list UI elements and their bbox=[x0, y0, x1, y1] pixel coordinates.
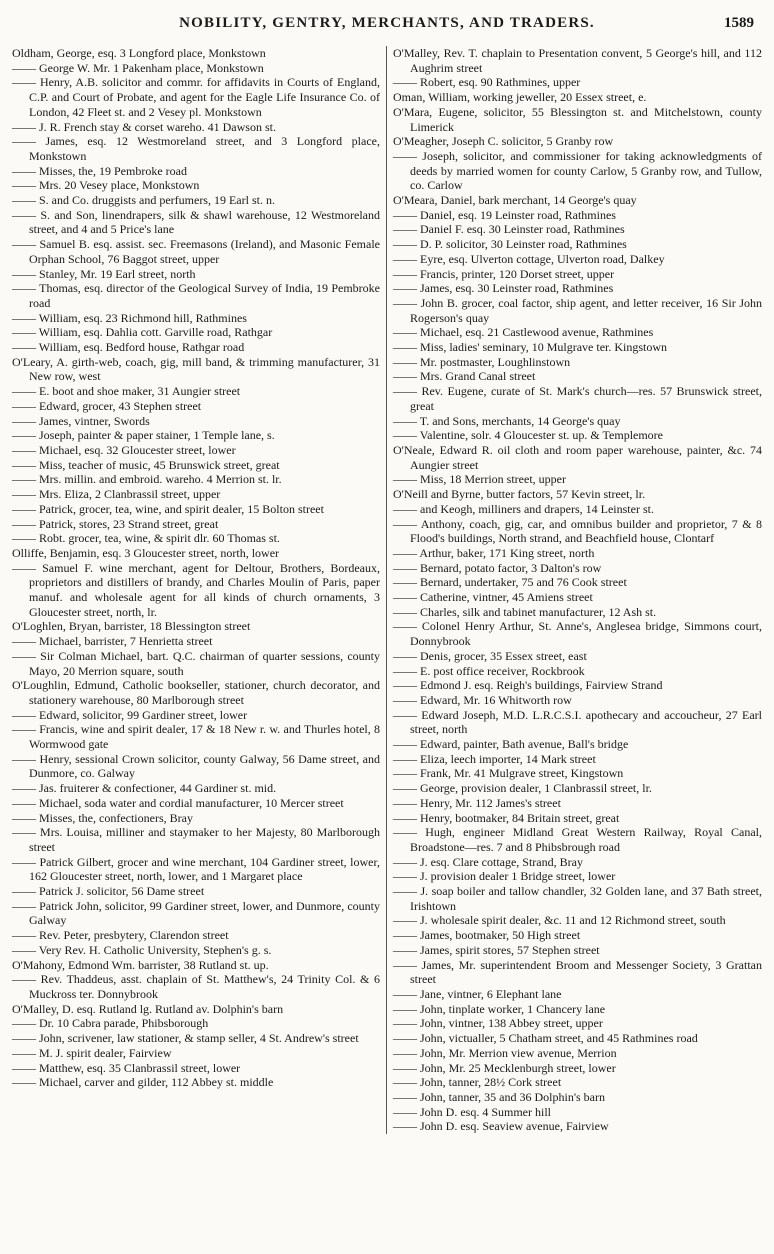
directory-entry: —— James, bootmaker, 50 High street bbox=[393, 928, 581, 943]
directory-entry: O'Leary, A. girth-web, coach, gig, mill band, & trimming manufacturer, 31 New row, west bbox=[12, 354, 380, 384]
directory-entry: —— Edward Joseph, M.D. L.R.C.S.I. apothecary and accoucheur, 27 Earl street, north bbox=[393, 707, 762, 737]
directory-entry: —— Samuel B. esq. assist. sec. Freemasons (Ireland), and Masonic Female Orphan School, 76 Baggot street, upper bbox=[12, 237, 380, 266]
directory-entry: —— John, vintner, 138 Abbey street, upper bbox=[393, 1016, 603, 1031]
directory-entry: —— Stanley, Mr. 19 Earl street, north bbox=[12, 266, 196, 281]
directory-entry: —— John, Mr. Merrion view avenue, Merrion bbox=[393, 1045, 617, 1060]
directory-entry: —— Misses, the, confectioners, Bray bbox=[12, 810, 193, 825]
directory-entry: —— Francis, wine and spirit dealer, 17 & 18 New r. w. and Thurles hotel, 8 Wormwood gate bbox=[12, 722, 380, 752]
directory-entry: O'Loghlen, Bryan, barrister, 18 Blessington street bbox=[12, 619, 251, 634]
directory-entry: —— Rev. Peter, presbytery, Clarendon street bbox=[12, 928, 229, 943]
directory-entry: —— Joseph, painter & paper stainer, 1 Temple lane, s. bbox=[12, 428, 275, 443]
page-header bbox=[12, 10, 762, 36]
directory-entry: —— J. R. French stay & corset wareho. 41 Dawson st. bbox=[12, 119, 276, 134]
directory-entry: —— Mrs. millin. and embroid. wareho. 4 Merrion st. lr. bbox=[12, 472, 282, 487]
directory-entry: —— J. esq. Clare cottage, Strand, Bray bbox=[393, 854, 583, 869]
directory-entry: —— S. and Son, linendrapers, silk & shawl warehouse, 12 Westmoreland street, and 4 and 5 Price's lane bbox=[12, 207, 380, 237]
directory-entry: —— Michael, esq. 21 Castlewood avenue, Rathmines bbox=[393, 325, 654, 340]
directory-entry: —— Catherine, vintner, 45 Amiens street bbox=[393, 590, 593, 605]
directory-entry: —— Charles, silk and tabinet manufacturer, 12 Ash st. bbox=[393, 604, 657, 619]
directory-entry: —— John D. esq. 4 Summer hill bbox=[393, 1104, 551, 1119]
directory-entry: Oldham, George, esq. 3 Longford place, Monkstown bbox=[12, 46, 266, 60]
directory-entry: —— Robert, esq. 90 Rathmines, upper bbox=[393, 75, 581, 90]
directory-entry: —— James, esq. 30 Leinster road, Rathmines bbox=[393, 281, 614, 296]
directory-entry: —— John, tanner, 28½ Cork street bbox=[393, 1075, 562, 1090]
directory-entry: —— Joseph, solicitor, and commissioner for taking acknowledgments of deeds by married women for county Carlow, 5 Granby row, and Tullow, co. Carlow bbox=[393, 148, 762, 193]
directory-entry: —— Henry, Mr. 112 James's street bbox=[393, 795, 561, 810]
directory-entry: —— Eliza, leech importer, 14 Mark street bbox=[393, 751, 596, 766]
directory-entry: —— D. P. solicitor, 30 Leinster road, Rathmines bbox=[393, 237, 627, 252]
directory-entry: —— Michael, esq. 32 Gloucester street, lower bbox=[12, 442, 236, 457]
directory-entry: O'Mara, Eugene, solicitor, 55 Blessington st. and Mitchelstown, county Limerick bbox=[393, 104, 762, 134]
directory-entry: —— Frank, Mr. 41 Mulgrave street, Kingstown bbox=[393, 766, 624, 781]
two-column-body bbox=[12, 46, 762, 1134]
directory-entry: O'Neill and Byrne, butter factors, 57 Kevin street, lr. bbox=[393, 487, 646, 502]
directory-entry: —— William, esq. 23 Richmond hill, Rathmines bbox=[12, 310, 247, 325]
directory-entry: O'Neale, Edward R. oil cloth and room paper warehouse, painter, &c. 74 Aungier street bbox=[393, 442, 762, 472]
directory-entry: —— Mr. postmaster, Loughlinstown bbox=[393, 354, 571, 369]
directory-entry: —— Matthew, esq. 35 Clanbrassil street, lower bbox=[12, 1060, 241, 1075]
directory-entry: —— Mrs. Grand Canal street bbox=[393, 369, 536, 384]
directory-entry: —— William, esq. Dahlia cott. Garville road, Rathgar bbox=[12, 325, 273, 340]
directory-entry: —— Patrick John, solicitor, 99 Gardiner street, lower, and Dunmore, county Galway bbox=[12, 898, 380, 928]
directory-entry: —— E. post office receiver, Rockbrook bbox=[393, 663, 585, 678]
directory-entry: —— Miss, 18 Merrion street, upper bbox=[393, 472, 566, 487]
directory-entry: —— Dr. 10 Cabra parade, Phibsborough bbox=[12, 1016, 209, 1031]
directory-entry: —— Thomas, esq. director of the Geological Survey of India, 19 Pembroke road bbox=[12, 281, 380, 310]
running-title: NOBILITY, GENTRY, MERCHANTS, AND TRADERS. bbox=[179, 15, 595, 31]
directory-entry: —— Anthony, coach, gig, car, and omnibus builder and proprietor, 7 & 8 Flood's buildings, North strand, and Beachfield house, Clontarf bbox=[393, 516, 762, 546]
directory-entry: —— J. soap boiler and tallow chandler, 32 Golden lane, and 37 Bath street, Irishtown bbox=[393, 884, 762, 913]
directory-entry: —— John, victualler, 5 Chatham street, and 45 Rathmines road bbox=[393, 1031, 698, 1046]
directory-entry: O'Loughlin, Edmund, Catholic bookseller, stationer, church decorator, and stationery warehouse, 80 Marlborough street bbox=[12, 678, 380, 707]
directory-entry: —— Mrs. 20 Vesey place, Monkstown bbox=[12, 178, 200, 193]
directory-entry: —— Henry, A.B. solicitor and commr. for affidavits in Courts of England, C.P. and Court of Probate, and agent for the Eagle Life Insurance Co. of London, 42 Fleet st. and 2 Vesey pl. Monkstown bbox=[12, 75, 380, 119]
directory-entry: —— Patrick, stores, 23 Strand street, great bbox=[12, 516, 219, 531]
directory-entry: —— Misses, the, 19 Pembroke road bbox=[12, 163, 187, 178]
directory-entry: —— Eyre, esq. Ulverton cottage, Ulverton road, Dalkey bbox=[393, 251, 665, 266]
directory-entry: —— Rev. Thaddeus, asst. chaplain of St. Matthew's, 24 Trinity Col. & 6 Muckross ter. Donnybrook bbox=[12, 972, 380, 1001]
directory-entry: —— Edward, solicitor, 99 Gardiner street, lower bbox=[12, 707, 248, 722]
directory-entry: O'Malley, Rev. T. chaplain to Presentation convent, 5 George's hill, and 112 Aughrim street bbox=[393, 46, 762, 75]
directory-entry: O'Meagher, Joseph C. solicitor, 5 Granby row bbox=[393, 134, 614, 149]
right-column bbox=[387, 46, 762, 1134]
directory-entry: —— John, Mr. 25 Mecklenburgh street, lower bbox=[393, 1060, 616, 1075]
directory-entry: —— J. wholesale spirit dealer, &c. 11 and 12 Richmond street, south bbox=[393, 913, 726, 928]
directory-entry: —— Sir Colman Michael, bart. Q.C. chairman of quarter sessions, county Mayo, 20 Merrion square, south bbox=[12, 648, 380, 678]
directory-entry: O'Mahony, Edmond Wm. barrister, 38 Rutland st. up. bbox=[12, 957, 269, 972]
directory-entry: O'Meara, Daniel, bark merchant, 14 George's quay bbox=[393, 193, 637, 208]
directory-entry: —— Daniel F. esq. 30 Leinster road, Rathmines bbox=[393, 222, 625, 237]
directory-entry: —— S. and Co. druggists and perfumers, 19 Earl st. n. bbox=[12, 193, 275, 208]
directory-entry: —— George, provision dealer, 1 Clanbrassil street, lr. bbox=[393, 781, 652, 796]
directory-entry: —— Bernard, undertaker, 75 and 76 Cook street bbox=[393, 575, 627, 590]
directory-entry: —— Patrick Gilbert, grocer and wine merchant, 104 Gardiner street, lower, 162 Gloucester street, north, lower, and 1 Margaret place bbox=[12, 854, 380, 884]
directory-entry: —— Patrick, grocer, tea, wine, and spirit dealer, 15 Bolton street bbox=[12, 501, 324, 516]
directory-entry: —— John, tanner, 35 and 36 Dolphin's barn bbox=[393, 1089, 605, 1104]
directory-entry: Olliffe, Benjamin, esq. 3 Gloucester street, north, lower bbox=[12, 545, 280, 560]
directory-entry: —— Samuel F. wine merchant, agent for Deltour, Brothers, Bordeaux, proprietors and distillers of brandy, and Charles Moulin of Paris, paper manuf. and wholesale agent for all kinds of church ornaments, 3 Gloucester street, north, lr. bbox=[12, 560, 380, 619]
directory-entry: O'Malley, D. esq. Rutland lg. Rutland av. Dolphin's barn bbox=[12, 1001, 284, 1016]
directory-entry: —— Edward, Mr. 16 Whitworth row bbox=[393, 692, 572, 707]
left-column bbox=[12, 46, 387, 1134]
page-number: 1589 bbox=[724, 15, 754, 31]
directory-entry: —— Michael, carver and gilder, 112 Abbey st. middle bbox=[12, 1075, 274, 1090]
directory-entry: —— William, esq. Bedford house, Rathgar road bbox=[12, 340, 245, 355]
directory-entry: —— Henry, bootmaker, 84 Britain street, great bbox=[393, 810, 620, 825]
directory-entry: —— J. provision dealer 1 Bridge street, lower bbox=[393, 869, 616, 884]
directory-entry: —— Rev. Eugene, curate of St. Mark's church—res. 57 Brunswick street, great bbox=[393, 384, 762, 413]
directory-entry: —— Daniel, esq. 19 Leinster road, Rathmines bbox=[393, 207, 616, 222]
directory-entry: —— Jas. fruiterer & confectioner, 44 Gardiner st. mid. bbox=[12, 781, 277, 796]
directory-entry: —— Mrs. Eliza, 2 Clanbrassil street, upper bbox=[12, 487, 221, 502]
directory-entry: —— George W. Mr. 1 Pakenham place, Monkstown bbox=[12, 60, 264, 75]
directory-entry: —— Edward, painter, Bath avenue, Ball's bridge bbox=[393, 737, 629, 752]
directory-entry: —— Patrick J. solicitor, 56 Dame street bbox=[12, 884, 205, 899]
directory-entry: —— John B. grocer, coal factor, ship agent, and letter receiver, 16 Sir John Rogerson's quay bbox=[393, 295, 762, 325]
directory-entry: —— John, scrivener, law stationer, & stamp seller, 4 St. Andrew's street bbox=[12, 1031, 359, 1046]
directory-entry: —— M. J. spirit dealer, Fairview bbox=[12, 1045, 172, 1060]
directory-entry: —— Mrs. Louisa, milliner and staymaker to her Majesty, 80 Marlborough street bbox=[12, 825, 380, 854]
directory-entry: —— Bernard, potato factor, 3 Dalton's row bbox=[393, 560, 602, 575]
directory-entry: —— John D. esq. Seaview avenue, Fairview bbox=[393, 1119, 609, 1134]
directory-entry: —— Michael, soda water and cordial manufacturer, 10 Mercer street bbox=[12, 795, 344, 810]
directory-entry: —— Edmond J. esq. Reigh's buildings, Fairview Strand bbox=[393, 678, 663, 693]
directory-entry: —— Henry, sessional Crown solicitor, county Galway, 56 Dame street, and Dunmore, co. Galway bbox=[12, 751, 380, 781]
directory-entry: —— Colonel Henry Arthur, St. Anne's, Anglesea bridge, Simmons court, Donnybrook bbox=[393, 619, 762, 649]
directory-entry: —— and Keogh, milliners and drapers, 14 Leinster st. bbox=[393, 501, 654, 516]
directory-entry: —— Edward, grocer, 43 Stephen street bbox=[12, 398, 202, 413]
directory-entry: —— John, tinplate worker, 1 Chancery lane bbox=[393, 1001, 606, 1016]
directory-entry: —— Arthur, baker, 171 King street, north bbox=[393, 545, 595, 560]
directory-entry: —— Valentine, solr. 4 Gloucester st. up. & Templemore bbox=[393, 428, 664, 443]
directory-entry: —— Francis, printer, 120 Dorset street, upper bbox=[393, 266, 615, 281]
directory-entry: Oman, William, working jeweller, 20 Essex street, e. bbox=[393, 90, 647, 105]
directory-entry: —— James, Mr. superintendent Broom and Messenger Society, 3 Grattan street bbox=[393, 957, 762, 987]
directory-entry: —— Miss, ladies' seminary, 10 Mulgrave ter. Kingstown bbox=[393, 340, 668, 355]
directory-entry: —— Very Rev. H. Catholic University, Stephen's g. s. bbox=[12, 942, 272, 957]
directory-entry: —— Denis, grocer, 35 Essex street, east bbox=[393, 648, 587, 663]
directory-entry: —— Michael, barrister, 7 Henrietta street bbox=[12, 634, 213, 649]
directory-entry: —— James, vintner, Swords bbox=[12, 413, 150, 428]
directory-entry: —— Hugh, engineer Midland Great Western Railway, Royal Canal, Broadstone—res. 7 and 8 Phibsbrough road bbox=[393, 825, 762, 854]
directory-entry: —— T. and Sons, merchants, 14 George's quay bbox=[393, 413, 621, 428]
directory-entry: —— Jane, vintner, 6 Elephant lane bbox=[393, 987, 562, 1001]
directory-entry: —— Robt. grocer, tea, wine, & spirit dlr. 60 Thomas st. bbox=[12, 531, 280, 546]
directory-entry: —— Miss, teacher of music, 45 Brunswick street, great bbox=[12, 457, 280, 472]
directory-entry: —— James, spirit stores, 57 Stephen street bbox=[393, 942, 600, 957]
directory-entry: —— E. boot and shoe maker, 31 Aungier street bbox=[12, 384, 241, 399]
directory-entry: —— James, esq. 12 Westmoreland street, and 3 Longford place, Monkstown bbox=[12, 134, 380, 163]
